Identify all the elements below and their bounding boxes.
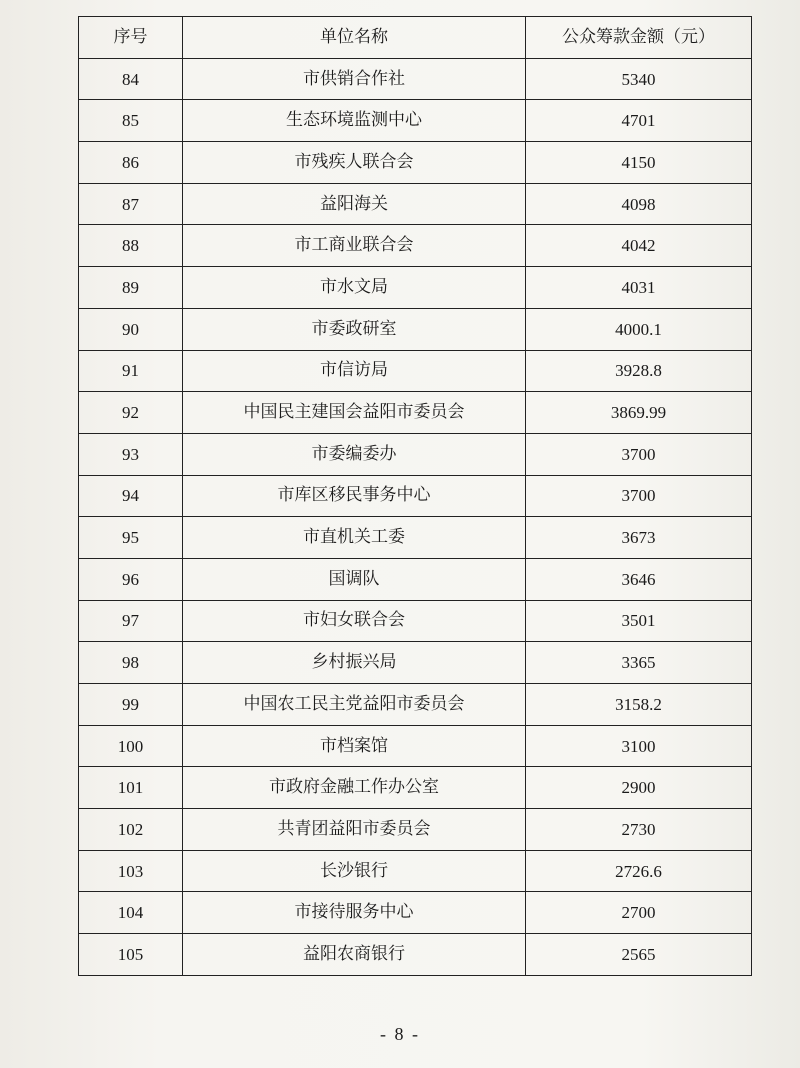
row-number: 84 [79,58,183,100]
amount-cell: 3700 [526,433,752,475]
row-number: 94 [79,475,183,517]
table-row [79,58,752,100]
unit-name-cell: 市库区移民事务中心 [183,475,526,517]
row-number: 103 [79,850,183,892]
amount-cell: 3100 [526,725,752,767]
header-number: 序号 [79,17,183,59]
table-row [79,934,752,976]
amount-cell: 3673 [526,517,752,559]
unit-name-cell: 生态环境监测中心 [183,100,526,142]
unit-name-cell: 中国民主建国会益阳市委员会 [183,392,526,434]
row-number: 104 [79,892,183,934]
page-number: - 8 - [380,1024,420,1044]
amount-cell: 2565 [526,934,752,976]
header-amount: 公众筹款金额（元） [526,17,752,59]
table-body [79,58,752,975]
unit-name-cell: 市残疾人联合会 [183,142,526,184]
amount-cell: 2726.6 [526,850,752,892]
table-row [79,809,752,851]
amount-cell: 5340 [526,58,752,100]
unit-name-cell: 市水文局 [183,267,526,309]
table-row [79,892,752,934]
table-row [79,475,752,517]
row-number: 88 [79,225,183,267]
row-number: 97 [79,600,183,642]
amount-cell: 3928.8 [526,350,752,392]
amount-cell: 4042 [526,225,752,267]
unit-name-cell: 益阳农商银行 [183,934,526,976]
table-row [79,850,752,892]
unit-name-cell: 市政府金融工作办公室 [183,767,526,809]
unit-name-cell: 市委编委办 [183,433,526,475]
row-number: 93 [79,433,183,475]
table-row [79,558,752,600]
table-header-row [79,17,752,59]
row-number: 91 [79,350,183,392]
amount-cell: 3158.2 [526,684,752,726]
amount-cell: 2730 [526,809,752,851]
amount-cell: 3869.99 [526,392,752,434]
row-number: 89 [79,267,183,309]
table-row [79,725,752,767]
table-row [79,350,752,392]
unit-name-cell: 市接待服务中心 [183,892,526,934]
row-number: 102 [79,809,183,851]
amount-cell: 4098 [526,183,752,225]
amount-cell: 4000.1 [526,308,752,350]
row-number: 90 [79,308,183,350]
row-number: 101 [79,767,183,809]
header-unit-name: 单位名称 [183,17,526,59]
row-number: 99 [79,684,183,726]
amount-cell: 4701 [526,100,752,142]
unit-name-cell: 市直机关工委 [183,517,526,559]
table-row [79,267,752,309]
row-number: 92 [79,392,183,434]
row-number: 105 [79,934,183,976]
table-row [79,684,752,726]
table-row [79,183,752,225]
table-row [79,600,752,642]
amount-cell: 2700 [526,892,752,934]
row-number: 86 [79,142,183,184]
unit-name-cell: 市委政研室 [183,308,526,350]
unit-name-cell: 国调队 [183,558,526,600]
table-row [79,767,752,809]
amount-cell: 3365 [526,642,752,684]
table-row [79,100,752,142]
row-number: 100 [79,725,183,767]
table-row [79,392,752,434]
table-row [79,642,752,684]
unit-name-cell: 长沙银行 [183,850,526,892]
unit-name-cell: 市信访局 [183,350,526,392]
donation-table [78,16,752,976]
unit-name-cell: 乡村振兴局 [183,642,526,684]
table-row [79,517,752,559]
table-row [79,225,752,267]
amount-cell: 4031 [526,267,752,309]
table-row [79,433,752,475]
row-number: 98 [79,642,183,684]
row-number: 85 [79,100,183,142]
unit-name-cell: 益阳海关 [183,183,526,225]
unit-name-cell: 共青团益阳市委员会 [183,809,526,851]
amount-cell: 3700 [526,475,752,517]
unit-name-cell: 市妇女联合会 [183,600,526,642]
amount-cell: 2900 [526,767,752,809]
table-row [79,142,752,184]
unit-name-cell: 市供销合作社 [183,58,526,100]
amount-cell: 4150 [526,142,752,184]
amount-cell: 3501 [526,600,752,642]
amount-cell: 3646 [526,558,752,600]
row-number: 87 [79,183,183,225]
unit-name-cell: 中国农工民主党益阳市委员会 [183,684,526,726]
row-number: 95 [79,517,183,559]
unit-name-cell: 市档案馆 [183,725,526,767]
unit-name-cell: 市工商业联合会 [183,225,526,267]
row-number: 96 [79,558,183,600]
table-row [79,308,752,350]
